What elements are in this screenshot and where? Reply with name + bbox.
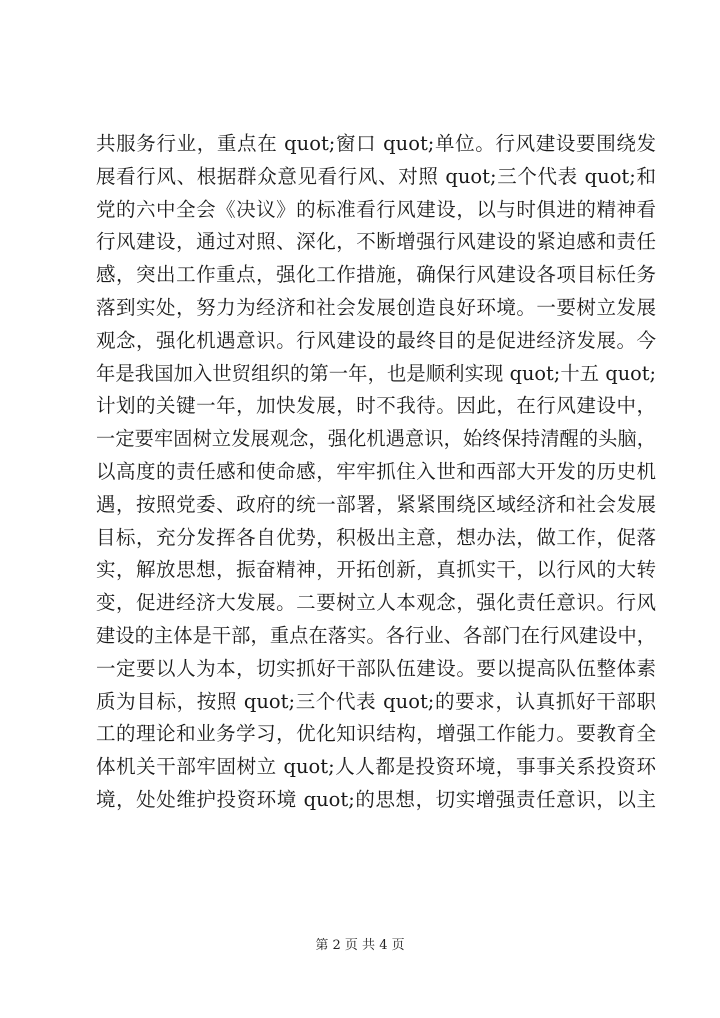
text-line-6: 落到实处，努力为经济和社会发展创造良好环境。一要树立发展 xyxy=(96,295,656,319)
text-line-12: 遇，按照党委、政府的统一部署，紧紧围绕区域经济和社会发展 xyxy=(96,492,656,516)
body-paragraph xyxy=(96,128,656,817)
text-line-20: 体机关干部牢固树立 quot;人人都是投资环境，事事关系投资环 xyxy=(96,755,656,779)
text-line-9: 计划的关键一年，加快发展，时不我待。因此，在行风建设中， xyxy=(96,394,656,418)
text-line-1: 共服务行业，重点在 quot;窗口 quot;单位。行风建设要围绕发 xyxy=(96,132,656,155)
text-line-3: 党的六中全会《决议》的标准看行风建设，以与时俱进的精神看 xyxy=(96,197,656,221)
text-line-13: 目标，充分发挥各自优势，积极出主意，想办法，做工作，促落 xyxy=(96,525,656,549)
text-line-7: 观念，强化机遇意识。行风建设的最终目的是促进经济发展。今 xyxy=(96,328,656,352)
text-line-16: 建设的主体是干部，重点在落实。各行业、各部门在行风建设中， xyxy=(96,623,656,647)
text-line-18: 质为目标，按照 quot;三个代表 quot;的要求，认真抓好干部职 xyxy=(96,689,656,713)
text-line-17: 一定要以人为本，切实抓好干部队伍建设。要以提高队伍整体素 xyxy=(96,656,656,680)
page-number-footer: 第 2 页 共 4 页 xyxy=(315,938,405,953)
text-line-15: 变，促进经济大发展。二要树立人本观念，强化责任意识。行风 xyxy=(96,591,656,615)
text-line-14: 实，解放思想，振奋精神，开拓创新，真抓实干，以行风的大转 xyxy=(96,558,656,582)
text-line-2: 展看行风、根据群众意见看行风、对照 quot;三个代表 quot;和 xyxy=(96,164,656,188)
text-line-11: 以高度的责任感和使命感，牢牢抓住入世和西部大开发的历史机 xyxy=(96,459,656,483)
text-line-8: 年是我国加入世贸组织的第一年，也是顺利实现 quot;十五 quot; xyxy=(96,361,656,385)
text-line-4: 行风建设，通过对照、深化，不断增强行风建设的紧迫感和责任 xyxy=(96,230,656,254)
text-line-21: 境，处处维护投资环境 quot;的思想，切实增强责任意识，以主 xyxy=(96,787,656,811)
text-line-19: 工的理论和业务学习，优化知识结构，增强工作能力。要教育全 xyxy=(96,722,656,746)
text-line-10: 一定要牢固树立发展观念，强化机遇意识，始终保持清醒的头脑， xyxy=(96,427,656,451)
text-line-5: 感，突出工作重点，强化工作措施，确保行风建设各项目标任务 xyxy=(96,263,656,287)
